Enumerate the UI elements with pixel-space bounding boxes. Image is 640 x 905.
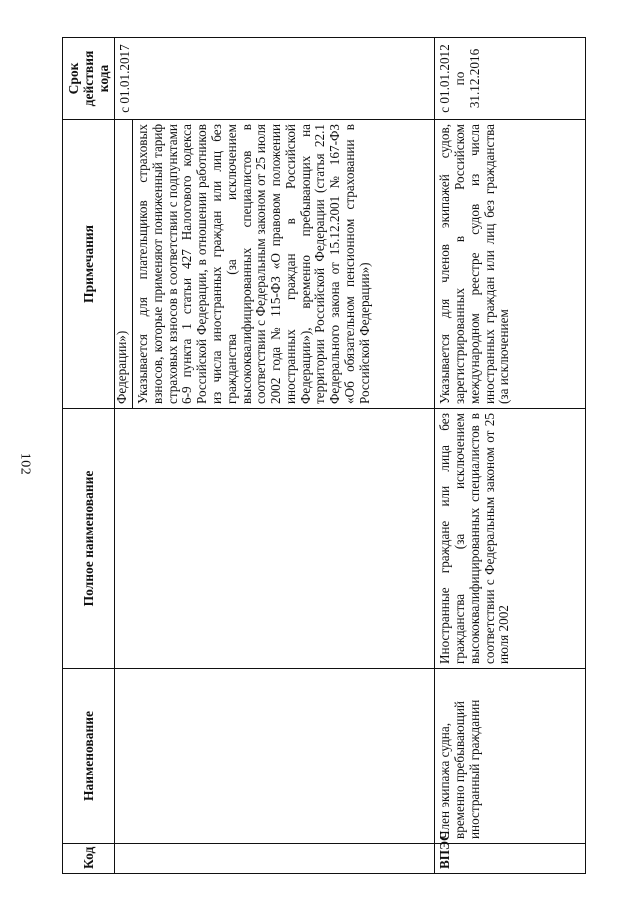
table-row: [115, 38, 435, 874]
header-name: Наименование: [63, 669, 115, 844]
notes-text: Указывается для плательщиков страховых взносов, которые применяют пониженный тариф страховых взносов в соответствии с подпунктами 6-9 пункта 1 статьи 427 Налогового кодекса Российской Федерации, в отношении работников из числа иностранных граждан или лиц без гражданства (за исключением высококвалифицированных специалистов в соответствии с Федеральным законом от 25 июля 2002 года № 115-ФЗ «О правовом положении иностранных граждан в Российской Федерации»), временно пребывающих на территории Российской Федерации (статья 22.1 Федерального закона от 15.12.2001 № 167-ФЗ «Об обязательном пенсионном страховании в Российской Федерации»): [135, 124, 372, 404]
codes-table: [62, 37, 586, 874]
header-full-name: Полное наименование: [63, 409, 115, 669]
cell-name: Член экипажа судна, временно пребывающий иностранный гражданин: [435, 669, 586, 844]
rotated-table-wrapper: [62, 38, 586, 874]
cell-full-name: Иностранные граждане или лица без гражданства (за исключением высококвалифицированных специалистов в соответствии с Федеральным законом от 25 июля 2002: [435, 409, 586, 669]
cell-full-name: [115, 409, 435, 669]
cell-code: [115, 844, 435, 874]
cell-notes: [115, 120, 435, 409]
cell-notes: Указывается для членов экипажей судов, зарегистрированных в Российском международном реестре судов из числа иностранных граждан или лиц без гражданства (за исключением: [435, 120, 586, 409]
header-code: Код: [63, 844, 115, 874]
cell-validity: с 01.01.2017: [115, 38, 435, 120]
cell-name: [115, 669, 435, 844]
header-notes: Примечания: [63, 120, 115, 409]
cell-validity: с 01.01.2012 по 31.12.2016: [435, 38, 586, 120]
table-row: [435, 38, 586, 874]
header-validity: Срок действия кода: [63, 38, 115, 120]
page-number: 102: [17, 452, 33, 476]
cell-code: ВПЭС: [435, 844, 586, 874]
notes-continuation: Федерации»): [115, 120, 133, 408]
table-header-row: [63, 38, 115, 874]
